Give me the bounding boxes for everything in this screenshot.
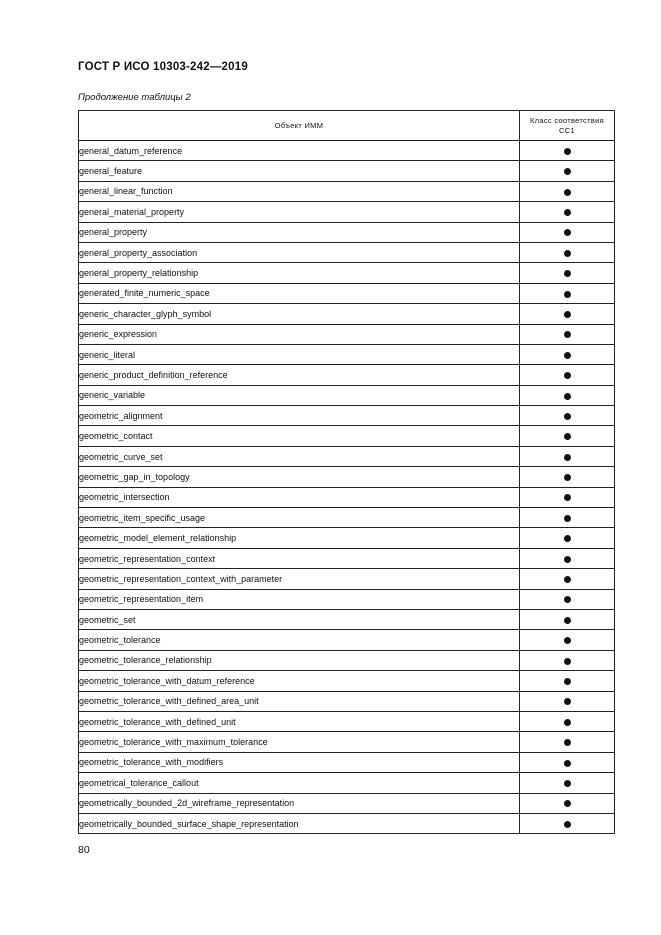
object-name-cell: geometric_representation_context [79, 548, 520, 568]
table-row [79, 385, 615, 405]
column-header-class-label: Класс соответствия [530, 115, 604, 125]
object-name-cell: generated_finite_numeric_space [79, 283, 520, 303]
conformance-dot-icon [564, 250, 571, 257]
table-row [79, 283, 615, 303]
column-header-conformance-class [520, 111, 615, 141]
table-row [79, 752, 615, 772]
table-row [79, 242, 615, 262]
conformance-dot-icon [564, 189, 571, 196]
table-row [79, 324, 615, 344]
conformance-dot-icon [564, 148, 571, 155]
conformance-dot-icon [564, 596, 571, 603]
table-row [79, 630, 615, 650]
object-name-cell: general_datum_reference [79, 141, 520, 161]
object-name-cell: geometric_contact [79, 426, 520, 446]
cc1-cell [520, 671, 615, 691]
page-number: 80 [78, 844, 90, 856]
table-row [79, 202, 615, 222]
table-header-row [79, 111, 615, 141]
conformance-dot-icon [564, 515, 571, 522]
object-name-cell: geometric_representation_item [79, 589, 520, 609]
table-row [79, 181, 615, 201]
cc1-cell [520, 528, 615, 548]
cc1-cell [520, 752, 615, 772]
object-name-cell: geometric_alignment [79, 406, 520, 426]
cc1-cell [520, 487, 615, 507]
table-row [79, 263, 615, 283]
conformance-dot-icon [564, 372, 571, 379]
conformance-dot-icon [564, 209, 571, 216]
table-row [79, 446, 615, 466]
conformance-dot-icon [564, 556, 571, 563]
object-name-cell: geometric_model_element_relationship [79, 528, 520, 548]
conformance-dot-icon [564, 780, 571, 787]
cc1-cell [520, 161, 615, 181]
object-name-cell: generic_character_glyph_symbol [79, 304, 520, 324]
table-row [79, 569, 615, 589]
table-row [79, 589, 615, 609]
cc1-cell [520, 589, 615, 609]
cc1-cell [520, 691, 615, 711]
cc1-cell [520, 569, 615, 589]
conformance-dot-icon [564, 760, 571, 767]
conformance-dot-icon [564, 474, 571, 481]
object-name-cell: geometric_gap_in_topology [79, 467, 520, 487]
cc1-cell [520, 324, 615, 344]
object-name-cell: general_material_property [79, 202, 520, 222]
table-row [79, 732, 615, 752]
object-name-cell: general_property_association [79, 242, 520, 262]
conformance-dot-icon [564, 352, 571, 359]
table-row [79, 467, 615, 487]
conformance-dot-icon [564, 168, 571, 175]
object-name-cell: geometric_curve_set [79, 446, 520, 466]
table-row [79, 304, 615, 324]
cc1-cell [520, 365, 615, 385]
conformance-dot-icon [564, 617, 571, 624]
cc1-cell [520, 426, 615, 446]
conformance-dot-icon [564, 821, 571, 828]
object-name-cell: general_linear_function [79, 181, 520, 201]
object-name-cell: geometrically_bounded_2d_wireframe_representation [79, 793, 520, 813]
conformance-dot-icon [564, 678, 571, 685]
conformance-dot-icon [564, 698, 571, 705]
document-code-header: ГОСТ Р ИСО 10303-242—2019 [78, 61, 248, 73]
conformance-dot-icon [564, 576, 571, 583]
object-name-cell: geometric_set [79, 609, 520, 629]
conformance-dot-icon [564, 291, 571, 298]
table-row [79, 161, 615, 181]
conformance-dot-icon [564, 270, 571, 277]
cc1-cell [520, 263, 615, 283]
table-row [79, 548, 615, 568]
cc1-cell [520, 813, 615, 833]
object-name-cell: geometric_tolerance_with_defined_area_unit [79, 691, 520, 711]
object-name-cell: generic_literal [79, 344, 520, 364]
object-name-cell: geometrically_bounded_surface_shape_representation [79, 813, 520, 833]
object-name-cell: generic_variable [79, 385, 520, 405]
cc1-cell [520, 304, 615, 324]
column-header-cc1-label: СС1 [559, 125, 575, 135]
table-row [79, 671, 615, 691]
table-row [79, 528, 615, 548]
object-name-cell: geometric_tolerance_with_modifiers [79, 752, 520, 772]
cc1-cell [520, 793, 615, 813]
cc1-cell [520, 446, 615, 466]
table-body [79, 141, 615, 834]
cc1-cell [520, 202, 615, 222]
table-row [79, 141, 615, 161]
cc1-cell [520, 630, 615, 650]
object-name-cell: general_property [79, 222, 520, 242]
conformance-dot-icon [564, 433, 571, 440]
conformance-dot-icon [564, 229, 571, 236]
object-name-cell: geometric_representation_context_with_parameter [79, 569, 520, 589]
cc1-cell [520, 650, 615, 670]
table-row [79, 711, 615, 731]
cc1-cell [520, 406, 615, 426]
cc1-cell [520, 548, 615, 568]
conformance-dot-icon [564, 413, 571, 420]
table-row [79, 222, 615, 242]
table-row [79, 344, 615, 364]
object-name-cell: geometrical_tolerance_callout [79, 773, 520, 793]
object-name-cell: geometric_intersection [79, 487, 520, 507]
object-name-cell: geometric_tolerance_with_maximum_tolerance [79, 732, 520, 752]
object-name-cell: geometric_tolerance_with_datum_reference [79, 671, 520, 691]
table-row [79, 650, 615, 670]
conformance-dot-icon [564, 535, 571, 542]
cc1-cell [520, 773, 615, 793]
table-row [79, 793, 615, 813]
conformance-dot-icon [564, 800, 571, 807]
object-name-cell: geometric_item_specific_usage [79, 508, 520, 528]
object-name-cell: general_feature [79, 161, 520, 181]
conformance-dot-icon [564, 719, 571, 726]
object-name-cell: geometric_tolerance [79, 630, 520, 650]
cc1-cell [520, 385, 615, 405]
cc1-cell [520, 467, 615, 487]
cc1-cell [520, 344, 615, 364]
cc1-cell [520, 141, 615, 161]
table-row [79, 487, 615, 507]
cc1-cell [520, 609, 615, 629]
table-row [79, 426, 615, 446]
conformance-dot-icon [564, 331, 571, 338]
cc1-cell [520, 242, 615, 262]
cc1-cell [520, 732, 615, 752]
conformance-dot-icon [564, 658, 571, 665]
cc1-cell [520, 711, 615, 731]
object-name-cell: geometric_tolerance_relationship [79, 650, 520, 670]
table-row [79, 691, 615, 711]
table-row [79, 609, 615, 629]
conformance-dot-icon [564, 739, 571, 746]
object-name-cell: general_property_relationship [79, 263, 520, 283]
table-row [79, 508, 615, 528]
conformance-dot-icon [564, 494, 571, 501]
object-name-cell: generic_product_definition_reference [79, 365, 520, 385]
conformance-dot-icon [564, 311, 571, 318]
object-name-cell: generic_expression [79, 324, 520, 344]
conformance-table [78, 110, 615, 834]
cc1-cell [520, 283, 615, 303]
column-header-object: Объект ИММ [79, 111, 520, 141]
cc1-cell [520, 181, 615, 201]
table-row [79, 773, 615, 793]
conformance-dot-icon [564, 454, 571, 461]
cc1-cell [520, 508, 615, 528]
table-row [79, 365, 615, 385]
conformance-dot-icon [564, 393, 571, 400]
table-caption: Продолжение таблицы 2 [78, 92, 191, 103]
table-row [79, 813, 615, 833]
cc1-cell [520, 222, 615, 242]
conformance-dot-icon [564, 637, 571, 644]
table-row [79, 406, 615, 426]
object-name-cell: geometric_tolerance_with_defined_unit [79, 711, 520, 731]
